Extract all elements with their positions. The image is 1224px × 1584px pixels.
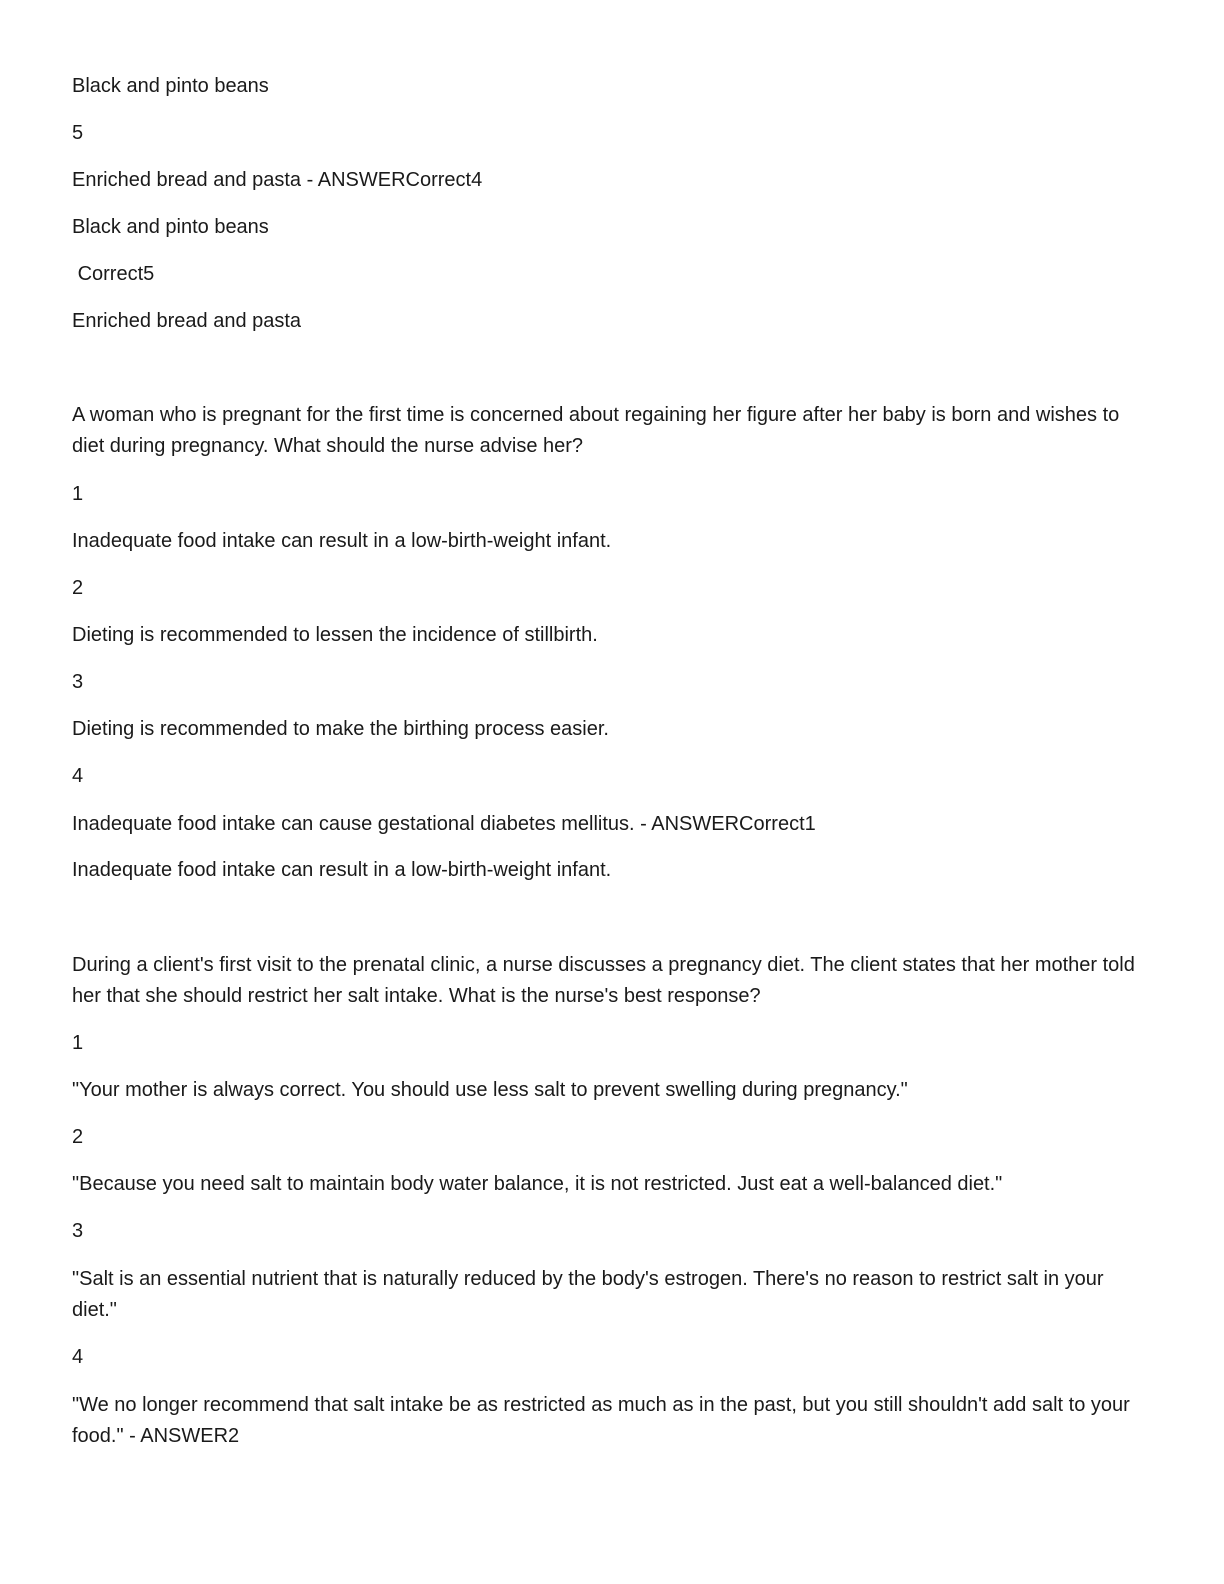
text-line: Black and pinto beans xyxy=(72,75,269,97)
answer-text: Inadequate food intake can result in a low-birth-weight infant. xyxy=(72,859,612,881)
text-line: Correct5 xyxy=(72,263,155,285)
option-text: Inadequate food intake can cause gestational diabetes mellitus. - ANSWERCorrect1 xyxy=(72,813,816,835)
option-text: "Because you need salt to maintain body water balance, it is not restricted. Just eat a well-balanced diet." xyxy=(72,1173,1003,1195)
option-number: 2 xyxy=(72,577,84,599)
option-number: 3 xyxy=(72,671,84,693)
text-line: Enriched bread and pasta xyxy=(72,310,302,332)
option-number: 3 xyxy=(72,1220,84,1242)
option-number: 1 xyxy=(72,483,84,505)
question-text: During a client's first visit to the prenatal clinic, a nurse discusses a pregnancy diet. The client states that her mother told her that she should restrict her salt intake. What is the nurse's best response? xyxy=(72,954,1141,1007)
option-number: 4 xyxy=(72,1346,84,1368)
option-number: 1 xyxy=(72,1032,84,1054)
question-text: A woman who is pregnant for the first time is concerned about regaining her figure after her baby is born and wishes to diet during pregnancy. What should the nurse advise her? xyxy=(72,404,1125,457)
option-number: 4 xyxy=(72,765,84,787)
text-line: 5 xyxy=(72,122,84,144)
option-text: "Salt is an essential nutrient that is naturally reduced by the body's estrogen. There's no reason to restrict salt in your diet." xyxy=(72,1268,1110,1321)
option-text: Dieting is recommended to lessen the incidence of stillbirth. xyxy=(72,624,598,646)
text-line: Black and pinto beans xyxy=(72,216,269,238)
option-text: Inadequate food intake can result in a low-birth-weight infant. xyxy=(72,530,612,552)
text-line: Enriched bread and pasta - ANSWERCorrect4 xyxy=(72,169,483,191)
option-text: "Your mother is always correct. You should use less salt to prevent swelling during pregnancy." xyxy=(72,1079,908,1101)
option-text: Dieting is recommended to make the birthing process easier. xyxy=(72,718,609,740)
option-text: "We no longer recommend that salt intake be as restricted as much as in the past, but you still shouldn't add salt to your food." - ANSWER2 xyxy=(72,1394,1136,1447)
option-number: 2 xyxy=(72,1126,84,1148)
